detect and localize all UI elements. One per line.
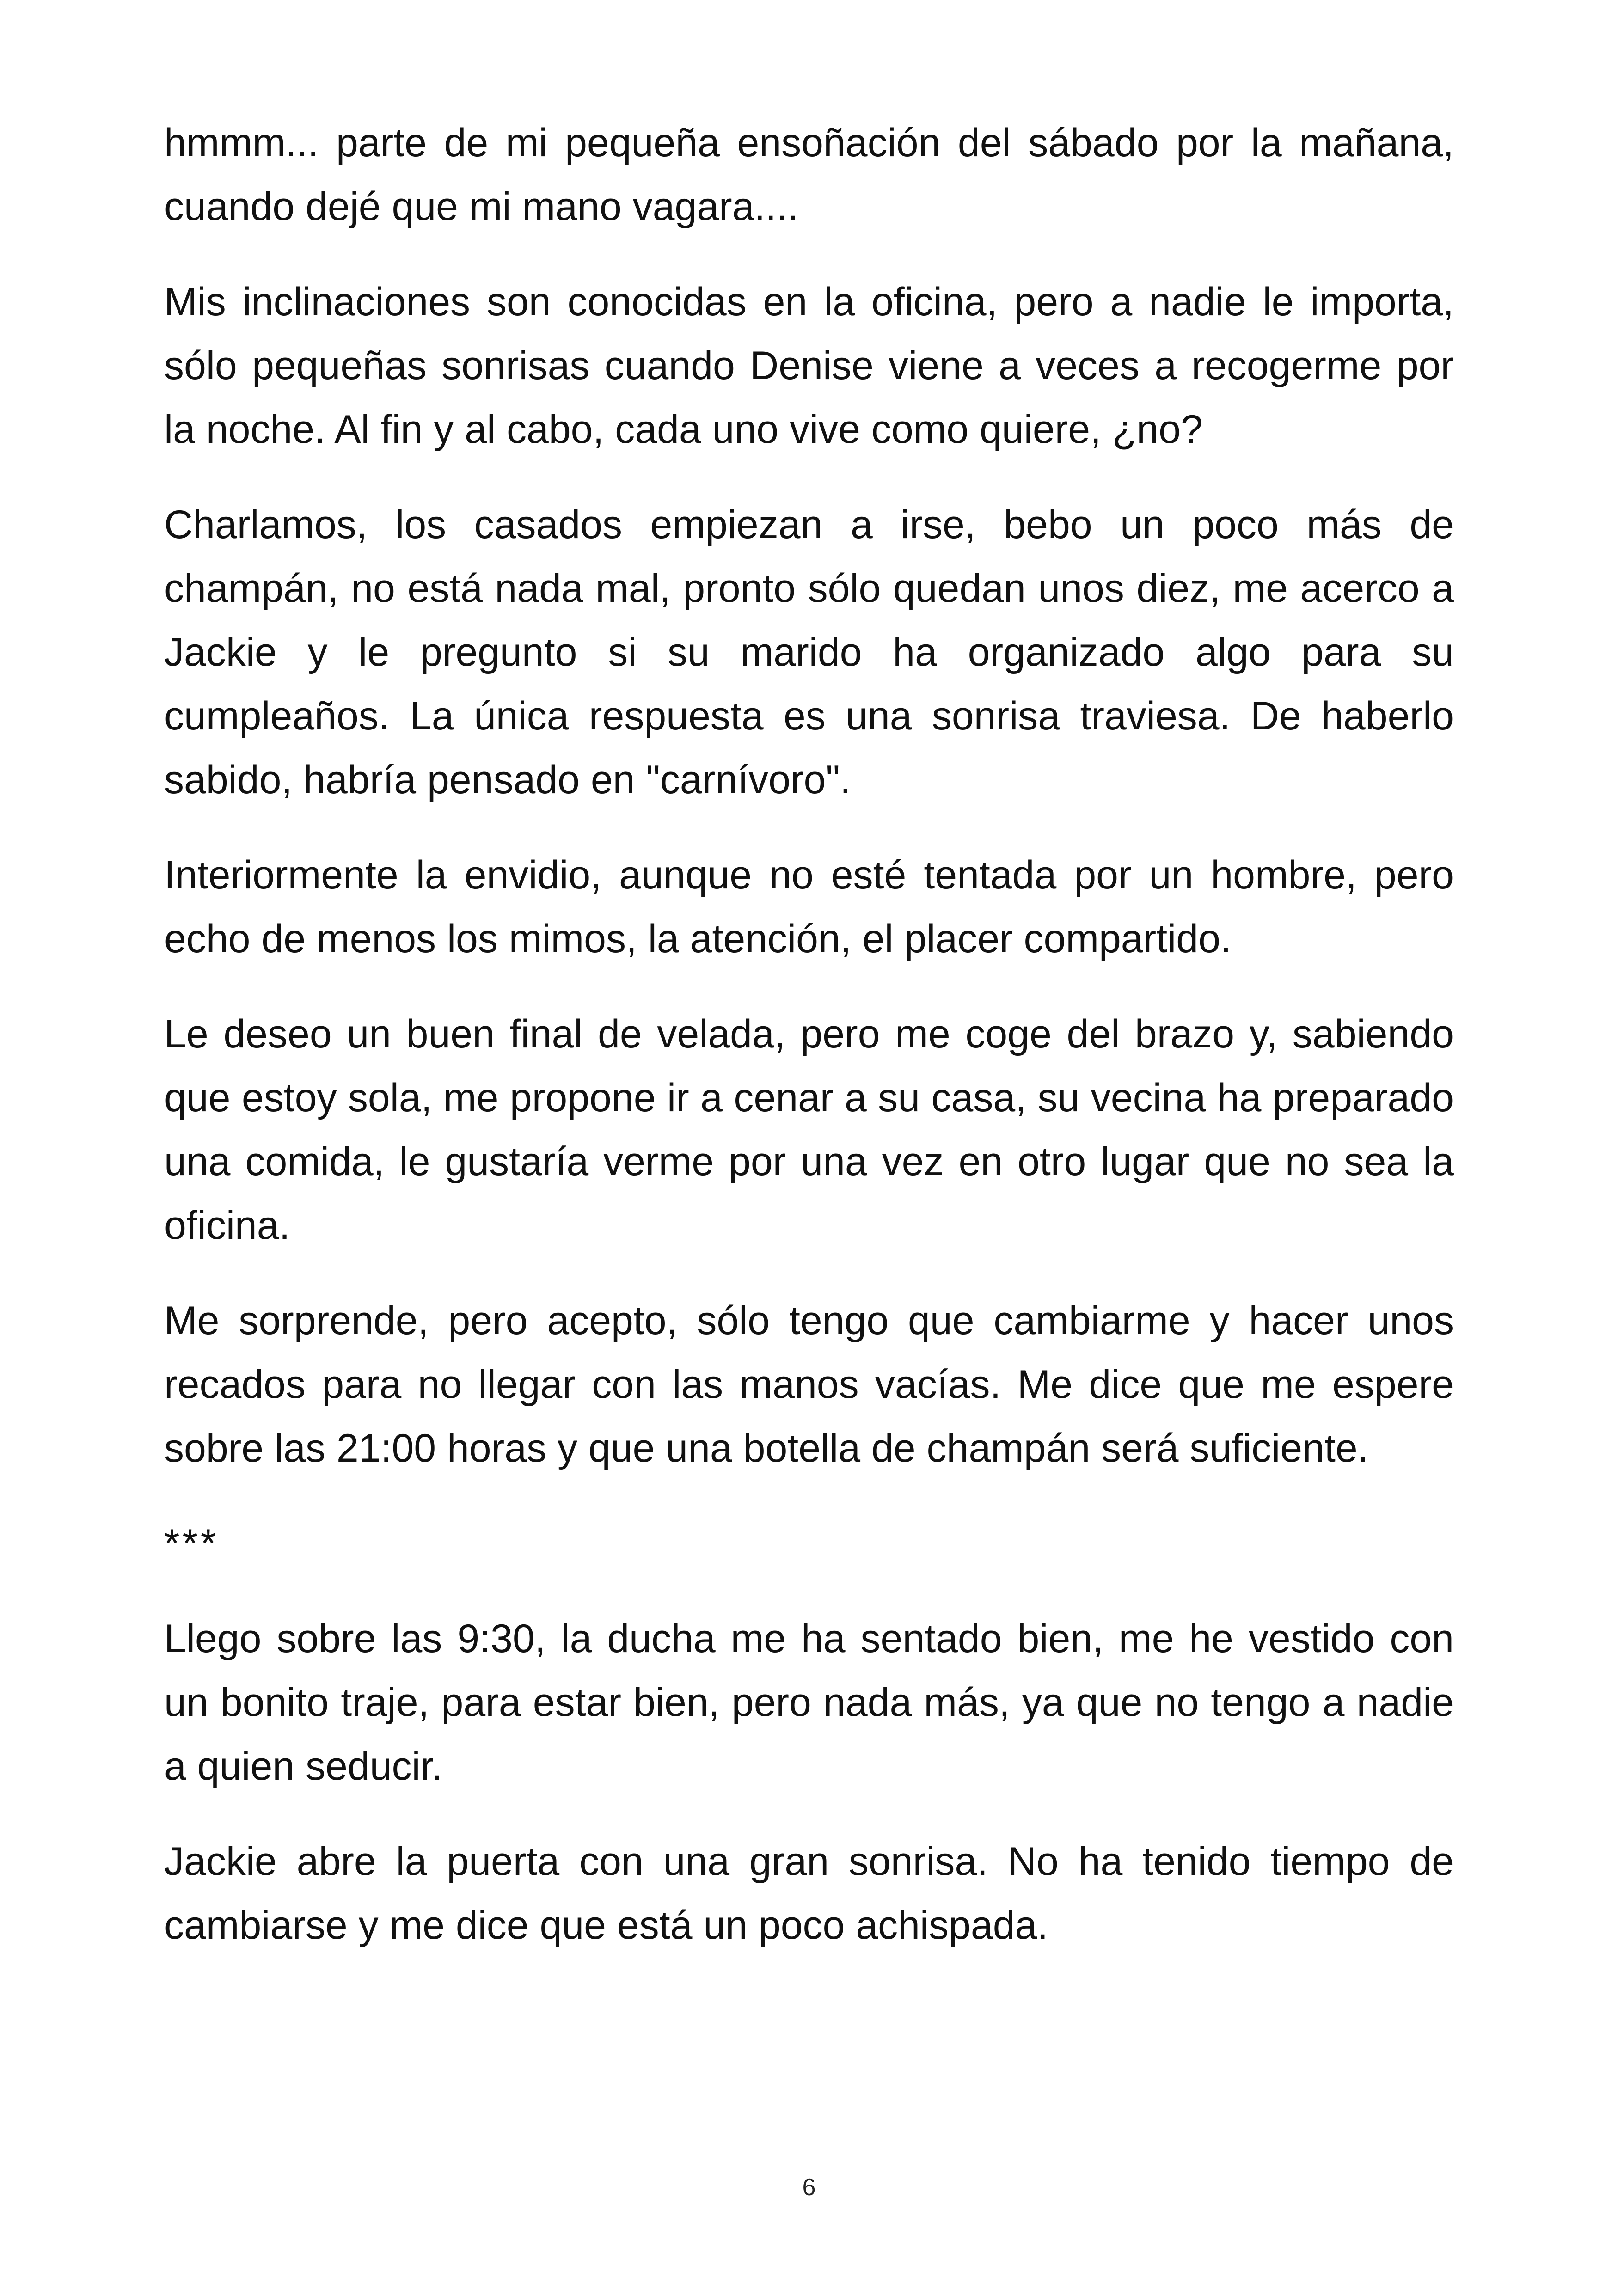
body-text (164, 111, 1454, 1957)
paragraph-2: Mis inclinaciones son conocidas en la oficina, pero a nadie le importa, sólo pequeñas sonrisas cuando Denise viene a veces a recogerme por la noche. Al fin y al cabo, cada uno vive como quiere, ¿no? (164, 280, 1454, 452)
paragraph-5: Le deseo un buen final de velada, pero me coge del brazo y, sabiendo que estoy sola, me propone ir a cenar a su casa, su vecina ha preparado una comida, le gustaría verme por una vez en otro lugar que no sea la oficina. (164, 1012, 1454, 1248)
paragraph-7: Llego sobre las 9:30, la ducha me ha sentado bien, me he vestido con un bonito traje, para estar bien, pero nada más, ya que no tengo a nadie a quien seducir. (164, 1616, 1454, 1788)
page-number: 6 (802, 2174, 816, 2201)
paragraph-6: Me sorprende, pero acepto, sólo tengo que cambiarme y hacer unos recados para no llegar con las manos vacías. Me dice que me espere sobre las 21:00 horas y que una botella de champán será suficiente. (164, 1298, 1454, 1470)
paragraph-3: Charlamos, los casados empiezan a irse, bebo un poco más de champán, no está nada mal, pronto sólo quedan unos diez, me acerco a Jackie y le pregunto si su marido ha organizado algo para su cumpleaños. La única respuesta es una sonrisa traviesa. De haberlo sabido, habría pensado en "carnívoro". (164, 502, 1454, 802)
scene-break: *** (164, 1521, 219, 1566)
paragraph-4: Interiormente la envidio, aunque no esté tentada por un hombre, pero echo de menos los mimos, la atención, el placer compartido. (164, 853, 1454, 961)
paragraph-8: Jackie abre la puerta con una gran sonrisa. No ha tenido tiempo de cambiarse y me dice que está un poco achispada. (164, 1839, 1454, 1947)
paragraph-1: hmmm... parte de mi pequeña ensoñación del sábado por la mañana, cuando dejé que mi mano vagara.... (164, 121, 1454, 229)
